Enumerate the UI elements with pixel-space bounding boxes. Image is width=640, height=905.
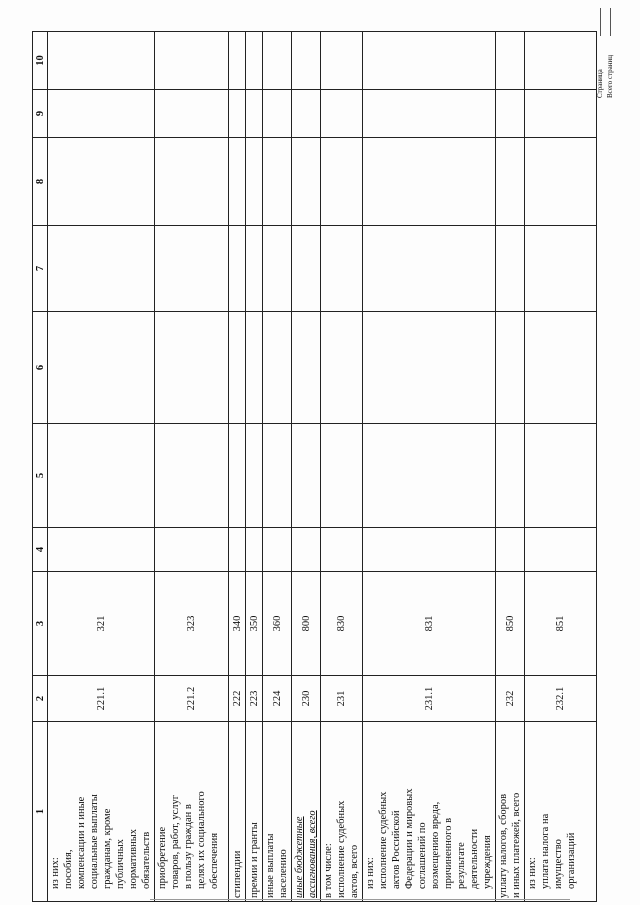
row-kosgu-code: 323 xyxy=(155,572,229,676)
row-name-text: из них: уплата налога на имущество организаций xyxy=(527,813,577,889)
empty-value-cell xyxy=(263,138,292,226)
empty-value-cell xyxy=(525,32,597,90)
row-kosgu-code: 321 xyxy=(48,572,155,676)
row-code: 232 xyxy=(496,676,525,722)
empty-value-cell xyxy=(48,424,155,528)
row-name-text: из них: исполнение судебных актов Российской Федерации и мировых соглашений по возмещению вреда, причиненного в результате деятельности учреждения xyxy=(365,788,493,889)
column-header-2: 2 xyxy=(33,676,48,722)
empty-value-cell xyxy=(496,138,525,226)
row-name-text: премии и гранты xyxy=(248,822,260,898)
empty-value-cell xyxy=(496,528,525,572)
row-name-text: в том числе: исполнение судебных актов, всего xyxy=(323,800,360,898)
empty-value-cell xyxy=(525,138,597,226)
empty-value-cell xyxy=(496,226,525,312)
table-row xyxy=(363,32,496,902)
empty-value-cell xyxy=(263,312,292,424)
empty-value-cell xyxy=(155,138,229,226)
table-row xyxy=(496,32,525,902)
empty-value-cell xyxy=(525,226,597,312)
row-kosgu-code: 340 xyxy=(229,572,246,676)
total-pages-label-text: Всего страниц xyxy=(606,54,614,98)
expense-table xyxy=(32,31,597,902)
empty-value-cell xyxy=(246,312,263,424)
empty-value-cell xyxy=(155,528,229,572)
table-row xyxy=(525,32,597,902)
row-code: 224 xyxy=(263,676,292,722)
row-code: 230 xyxy=(292,676,321,722)
empty-value-cell xyxy=(363,32,496,90)
column-header-10: 10 xyxy=(33,32,48,90)
table-row xyxy=(263,32,292,902)
column-header-8: 8 xyxy=(33,138,48,226)
empty-value-cell xyxy=(48,90,155,138)
empty-value-cell xyxy=(48,138,155,226)
empty-value-cell xyxy=(292,32,321,90)
column-header-9: 9 xyxy=(33,90,48,138)
empty-value-cell xyxy=(321,424,363,528)
empty-value-cell xyxy=(321,528,363,572)
empty-value-cell xyxy=(246,138,263,226)
table-row xyxy=(155,32,229,902)
row-name-text: стипендии xyxy=(231,850,243,898)
empty-value-cell xyxy=(292,138,321,226)
empty-value-cell xyxy=(155,226,229,312)
empty-value-cell xyxy=(496,90,525,138)
empty-value-cell xyxy=(363,312,496,424)
row-kosgu-code: 850 xyxy=(496,572,525,676)
empty-value-cell xyxy=(229,90,246,138)
empty-value-cell xyxy=(229,312,246,424)
row-name xyxy=(246,722,263,902)
empty-value-cell xyxy=(321,226,363,312)
empty-value-cell xyxy=(525,424,597,528)
row-name-text: из них: пособия, компенсации и иные социальные выплаты гражданам, кроме публичных нормативных обязательств xyxy=(50,794,152,889)
header-row xyxy=(33,32,48,902)
empty-value-cell xyxy=(496,424,525,528)
empty-value-cell xyxy=(246,90,263,138)
empty-value-cell xyxy=(155,32,229,90)
row-kosgu-code: 360 xyxy=(263,572,292,676)
empty-value-cell xyxy=(321,90,363,138)
table-row xyxy=(246,32,263,902)
empty-value-cell xyxy=(246,226,263,312)
empty-value-cell xyxy=(292,312,321,424)
row-kosgu-code: 831 xyxy=(363,572,496,676)
table-body xyxy=(48,32,597,902)
row-name-text: приобретение товаров, работ, услуг в пользу граждан в целях их социального обеспечения xyxy=(157,791,220,889)
empty-value-cell xyxy=(263,32,292,90)
empty-value-cell xyxy=(263,424,292,528)
row-code: 223 xyxy=(246,676,263,722)
page-counter xyxy=(594,34,634,100)
column-header-4: 4 xyxy=(33,528,48,572)
row-kosgu-code: 800 xyxy=(292,572,321,676)
empty-value-cell xyxy=(155,90,229,138)
row-code: 231.1 xyxy=(363,676,496,722)
empty-value-cell xyxy=(229,528,246,572)
row-name xyxy=(155,722,229,902)
empty-value-cell xyxy=(48,226,155,312)
row-kosgu-code: 350 xyxy=(246,572,263,676)
row-name-text: уплату налогов, сборов и иных платежей, всего xyxy=(498,792,522,898)
empty-value-cell xyxy=(525,312,597,424)
empty-value-cell xyxy=(363,90,496,138)
empty-value-cell xyxy=(496,32,525,90)
empty-value-cell xyxy=(525,528,597,572)
row-name xyxy=(363,722,496,902)
empty-value-cell xyxy=(321,138,363,226)
row-code: 222 xyxy=(229,676,246,722)
row-name xyxy=(321,722,363,902)
row-kosgu-code: 830 xyxy=(321,572,363,676)
table-row xyxy=(229,32,246,902)
empty-value-cell xyxy=(292,528,321,572)
empty-value-cell xyxy=(292,90,321,138)
table-row xyxy=(321,32,363,902)
empty-value-cell xyxy=(155,312,229,424)
empty-value-cell xyxy=(229,32,246,90)
row-name xyxy=(496,722,525,902)
total-pages-blank xyxy=(610,8,611,36)
column-header-3: 3 xyxy=(33,572,48,676)
table-row xyxy=(292,32,321,902)
row-name xyxy=(229,722,246,902)
row-name-text: иные бюджетные ассигнования, всего xyxy=(294,810,318,898)
row-kosgu-code: 851 xyxy=(525,572,597,676)
empty-value-cell xyxy=(246,424,263,528)
row-code: 231 xyxy=(321,676,363,722)
rotated-table-wrapper xyxy=(32,32,576,902)
row-code: 221.1 xyxy=(48,676,155,722)
empty-value-cell xyxy=(525,90,597,138)
empty-value-cell xyxy=(363,528,496,572)
empty-value-cell xyxy=(246,528,263,572)
empty-value-cell xyxy=(263,226,292,312)
empty-value-cell xyxy=(263,90,292,138)
column-header-5: 5 xyxy=(33,424,48,528)
row-code: 221.2 xyxy=(155,676,229,722)
column-header-1: 1 xyxy=(33,722,48,902)
row-name xyxy=(48,722,155,902)
page-bottom-edge xyxy=(150,899,570,900)
empty-value-cell xyxy=(229,226,246,312)
empty-value-cell xyxy=(155,424,229,528)
empty-value-cell xyxy=(229,138,246,226)
row-name xyxy=(263,722,292,902)
empty-value-cell xyxy=(48,32,155,90)
table-row xyxy=(48,32,155,902)
empty-value-cell xyxy=(48,528,155,572)
empty-value-cell xyxy=(321,312,363,424)
column-header-7: 7 xyxy=(33,226,48,312)
page-label-text: Страница xyxy=(596,69,604,98)
empty-value-cell xyxy=(292,226,321,312)
empty-value-cell xyxy=(48,312,155,424)
row-name xyxy=(525,722,597,902)
empty-value-cell xyxy=(496,312,525,424)
column-header-6: 6 xyxy=(33,312,48,424)
empty-value-cell xyxy=(363,226,496,312)
row-code: 232.1 xyxy=(525,676,597,722)
empty-value-cell xyxy=(246,32,263,90)
page-number-blank xyxy=(600,8,601,36)
empty-value-cell xyxy=(321,32,363,90)
empty-value-cell xyxy=(363,138,496,226)
empty-value-cell xyxy=(292,424,321,528)
row-name xyxy=(292,722,321,902)
empty-value-cell xyxy=(229,424,246,528)
empty-value-cell xyxy=(263,528,292,572)
empty-value-cell xyxy=(363,424,496,528)
row-name-text: иные выплаты населению xyxy=(265,833,289,898)
